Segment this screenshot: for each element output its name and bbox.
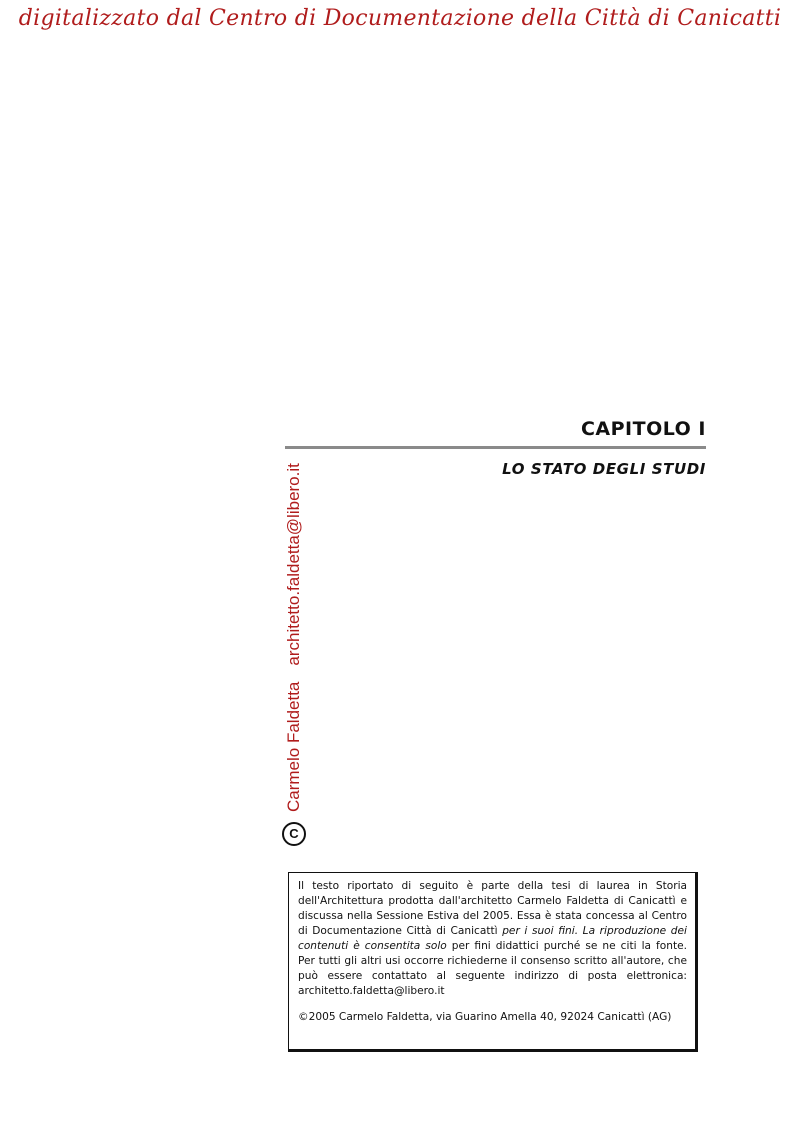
chapter-subtitle: LO STATO DEGLI STUDI: [502, 460, 706, 478]
chapter-heading: [285, 418, 706, 478]
notice-text-part-2-italic: per i suoi fini. La riproduzione dei contenuti è consentita solo: [298, 925, 687, 952]
chapter-title: CAPITOLO I: [580, 418, 706, 440]
chapter-divider: [285, 446, 706, 449]
vertical-copyright-credit: [282, 463, 306, 846]
watermark-header: digitalizzato dal Centro di Documentazione della Città di Canicatti: [18, 6, 782, 31]
copyright-notice-box: [288, 872, 698, 1052]
notice-footer: ©2005 Carmelo Faldetta, via Guarino Amella 40, 92024 Canicattì (AG): [298, 1011, 672, 1023]
copyright-icon: C: [282, 822, 306, 846]
notice-text-part-1: Il testo riportato di seguito è parte della tesi di laurea in Storia dell'Architettura prodotta dall'architetto Carmelo Faldetta di Canicattì e discussa nella Sessione Estiva del 2005. Essa è stata concessa al Centro di Documentazione Città di Canicattì: [298, 880, 687, 937]
notice-text-part-3: per fini didattici purché se ne citi la fonte. Per tutti gli altri usi occorre richiederne il consenso scritto all'autore, che può essere contattato al seguente indirizzo di posta elettronica: architetto.faldetta@libero.it: [298, 940, 687, 997]
author-name: Carmelo Faldetta: [284, 681, 303, 812]
author-email: architetto.faldetta@libero.it: [284, 463, 303, 666]
notice-text: [298, 879, 687, 999]
